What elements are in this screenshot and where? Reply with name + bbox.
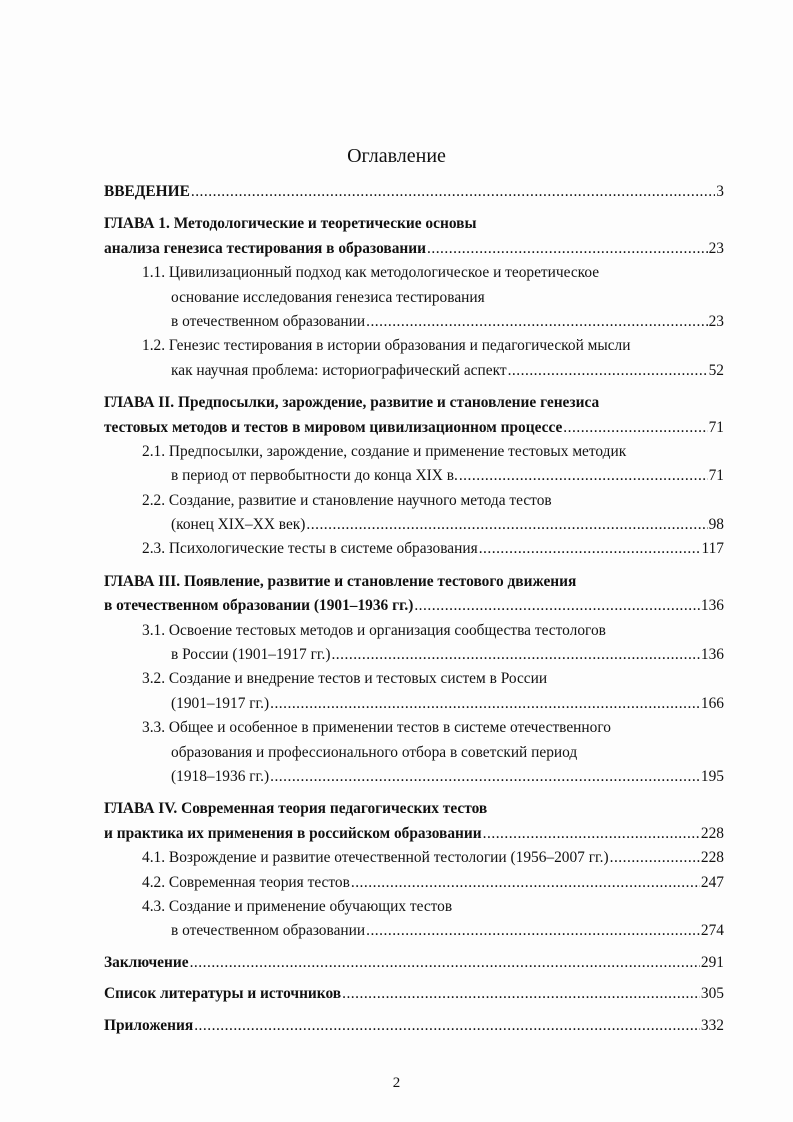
toc-entry-section-4-2[interactable] (104, 871, 724, 895)
toc-page-number: 274 (700, 922, 724, 940)
toc-entry-title: в отечественном образовании (1901–1936 гг.) (104, 597, 414, 615)
toc-entry-title: 4.2. Современная теория тестов (142, 873, 350, 891)
chapter-4-title-line-1: ГЛАВА IV. Современная теория педагогических тестов (104, 800, 488, 818)
leader-dots (427, 237, 708, 261)
section-3-3-line-1: 3.3. Общее и особенное в применении тестов в системе отечественного (142, 719, 611, 737)
toc-entry-chapter-1[interactable] (104, 237, 724, 261)
toc-entry-title: 2.3. Психологические тесты в системе образования (142, 540, 478, 558)
toc-entry-section-1-2[interactable] (104, 359, 724, 383)
toc-entry-section-2-1[interactable] (104, 464, 724, 488)
toc-entry-title: в России (1901–1917 гг.) (171, 646, 331, 664)
leader-dots (306, 513, 707, 537)
toc-entry-section-3-2[interactable] (104, 692, 724, 716)
leader-dots (563, 416, 707, 440)
toc-entry-title: тестовых методов и тестов в мировом цивилизационном процессе (104, 418, 563, 436)
toc-page-number: 247 (700, 873, 724, 891)
leader-dots (331, 643, 699, 667)
leader-dots (414, 594, 700, 618)
section-1-1-line-1: 1.1. Цивилизационный подход как методологическое и теоретическое (142, 264, 600, 282)
toc-entry-title: в период от первобытности до конца XIX в. (171, 467, 458, 485)
toc-page-number: 71 (708, 467, 724, 485)
chapter-3-title-line-1: ГЛАВА III. Появление, развитие и становление тестового движения (104, 572, 577, 590)
leader-dots (459, 464, 708, 488)
toc-entry-title: анализа генезиса тестирования в образовании (104, 239, 427, 257)
leader-dots (351, 871, 700, 895)
page-number: 2 (392, 1075, 401, 1091)
toc-entry-section-4-1[interactable] (104, 846, 724, 870)
leader-dots (342, 982, 700, 1006)
toc-entry-title: и практика их применения в российском образовании (104, 824, 482, 842)
toc-entry-intro[interactable] (104, 180, 724, 204)
toc-page-number: 117 (701, 540, 724, 558)
toc-entry-section-4-3[interactable] (104, 919, 724, 943)
toc-page-number: 195 (700, 767, 724, 785)
toc-entry-title: (конец XIX–XX век) (171, 516, 306, 534)
toc-entry-title: (1901–1917 гг.) (171, 694, 270, 712)
toc-entry-section-3-3[interactable] (104, 765, 724, 789)
leader-dots (270, 765, 700, 789)
section-3-2-line-1: 3.2. Создание и внедрение тестов и тестовых систем в России (142, 670, 548, 688)
leader-dots (366, 310, 708, 334)
toc-entry-conclusion[interactable] (104, 951, 724, 975)
toc-page-number: 3 (716, 183, 724, 200)
leader-dots (191, 180, 715, 204)
toc-entry-title: 4.1. Возрождение и развитие отечественной тестологии (1956–2007 гг.) (142, 849, 609, 867)
toc-entry-title: (1918–1936 гг.) (171, 767, 270, 785)
leader-dots (508, 359, 708, 383)
toc-page-number: 98 (708, 516, 724, 534)
toc-entry-title: Заключение (104, 953, 189, 971)
section-3-3-line-2: образования и профессионального отбора в советский период (171, 743, 578, 761)
section-2-1-line-1: 2.1. Предпосылки, зарождение, создание и применение тестовых методик (142, 442, 627, 460)
table-of-contents (104, 180, 724, 1038)
toc-entry-title: Приложения (104, 1016, 194, 1034)
toc-page-number: 136 (700, 597, 724, 615)
toc-entry-title: ВВЕДЕНИЕ (104, 183, 190, 200)
toc-entry-section-2-2[interactable] (104, 513, 724, 537)
toc-page-number: 23 (708, 312, 724, 330)
section-1-2-line-1: 1.2. Генезис тестирования в истории образования и педагогической мысли (142, 337, 631, 355)
toc-entry-title: в отечественном образовании (171, 922, 366, 940)
toc-entry-appendix[interactable] (104, 1014, 724, 1038)
toc-page-number: 23 (708, 239, 724, 257)
toc-page-number: 71 (708, 418, 724, 436)
leader-dots (610, 846, 700, 870)
page-title: Оглавление (347, 145, 446, 167)
toc-entry-chapter-4[interactable] (104, 822, 724, 846)
leader-dots (270, 692, 700, 716)
leader-dots (366, 919, 700, 943)
leader-dots (190, 951, 700, 975)
toc-entry-chapter-3[interactable] (104, 594, 724, 618)
toc-entry-references[interactable] (104, 982, 724, 1006)
section-3-1-line-1: 3.1. Освоение тестовых методов и организация сообщества тестологов (142, 621, 606, 639)
leader-dots (483, 822, 700, 846)
toc-page-number: 136 (700, 646, 724, 664)
toc-entry-title: Список литературы и источников (104, 985, 342, 1003)
toc-page-number: 332 (700, 1016, 724, 1034)
toc-page-number: 291 (700, 953, 724, 971)
toc-entry-title: в отечественном образовании (171, 312, 366, 330)
chapter-2-title-line-1: ГЛАВА II. Предпосылки, зарождение, развитие и становление генезиса (104, 394, 600, 412)
section-4-3-line-1: 4.3. Создание и применение обучающих тестов (142, 897, 453, 915)
section-1-1-line-2: основание исследования генезиса тестирования (171, 288, 485, 306)
toc-entry-chapter-2[interactable] (104, 416, 724, 440)
toc-page-number: 166 (700, 694, 724, 712)
toc-page-number: 228 (700, 824, 724, 842)
toc-entry-section-2-3[interactable] (104, 537, 724, 561)
toc-page-number: 52 (708, 361, 724, 379)
leader-dots (479, 537, 701, 561)
section-2-2-line-1: 2.2. Создание, развитие и становление научного метода тестов (142, 491, 552, 509)
toc-entry-section-3-1[interactable] (104, 643, 724, 667)
chapter-1-title-line-1: ГЛАВА 1. Методологические и теоретические основы (104, 215, 477, 233)
leader-dots (194, 1014, 700, 1038)
toc-entry-section-1-1[interactable] (104, 310, 724, 334)
toc-page-number: 305 (700, 985, 724, 1003)
toc-entry-title: как научная проблема: историографический аспект (171, 361, 507, 379)
toc-page-number: 228 (700, 849, 724, 867)
